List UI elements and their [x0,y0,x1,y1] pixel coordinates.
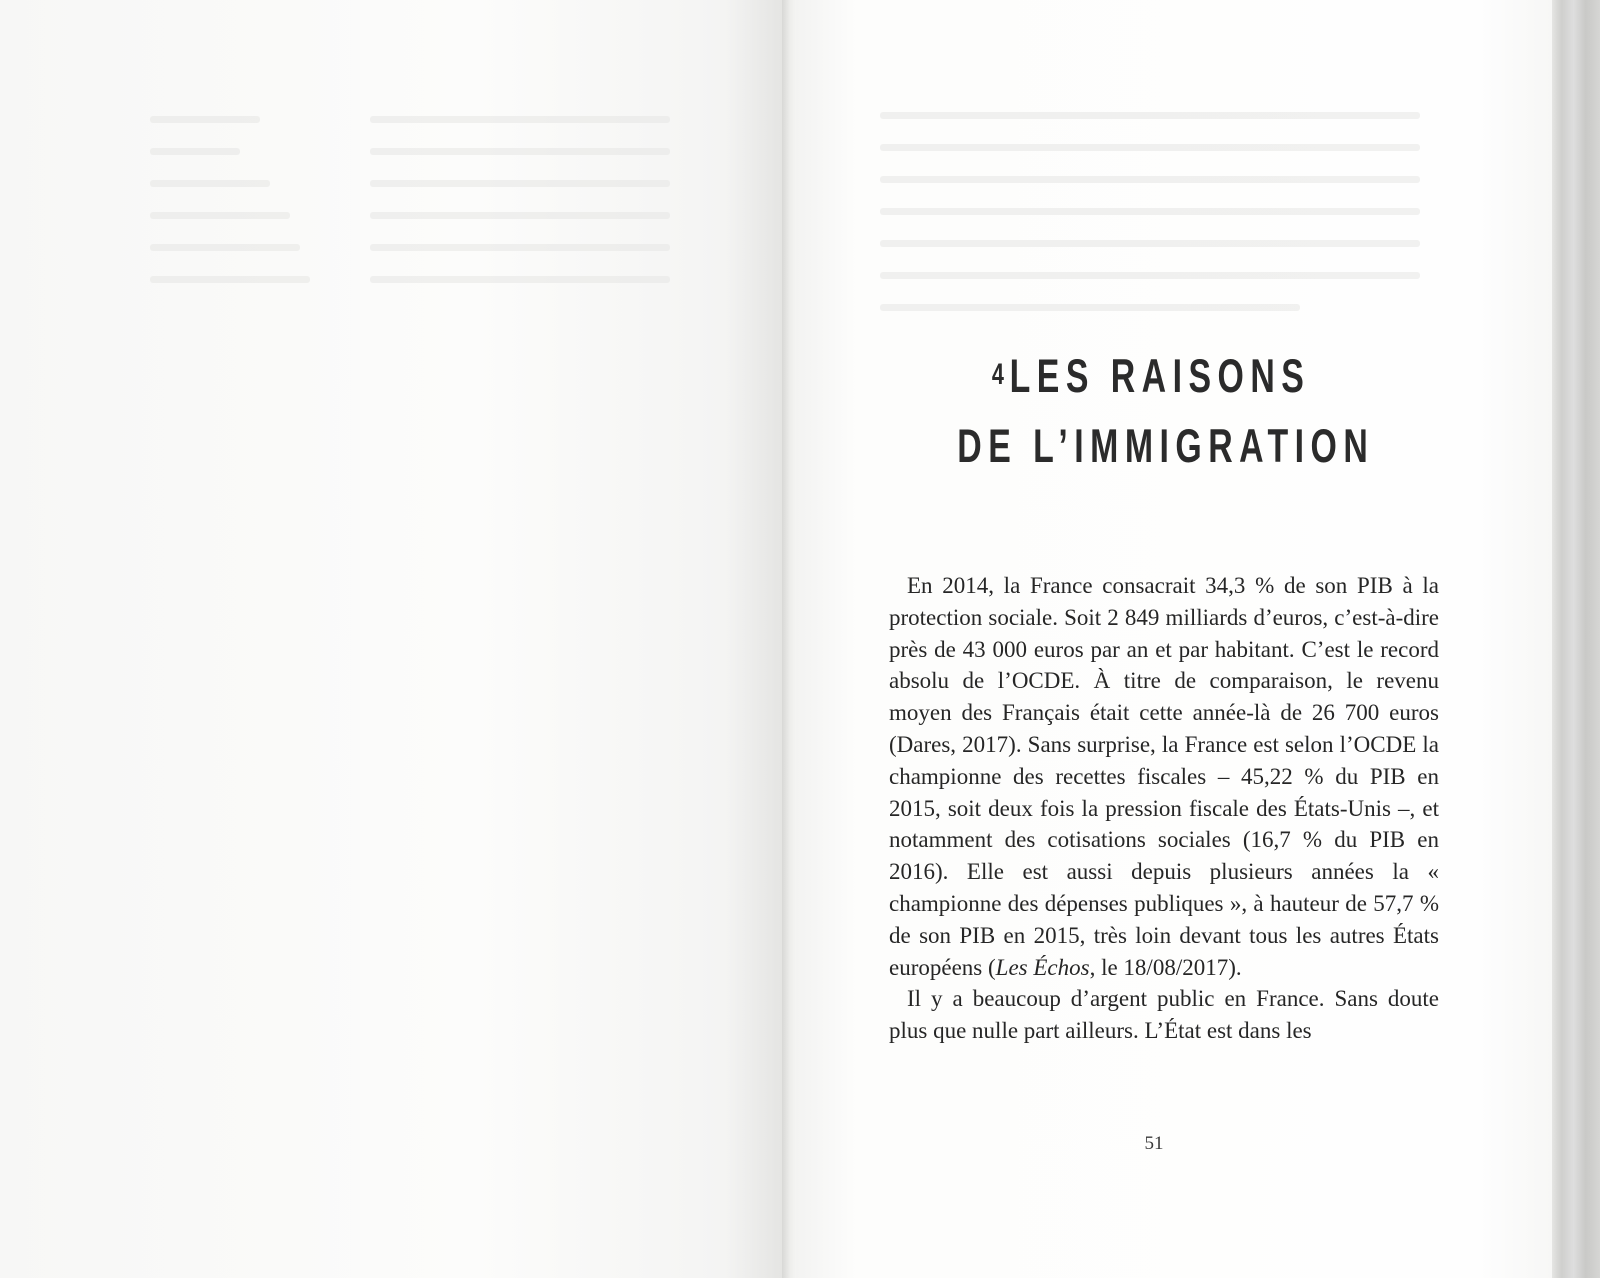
show-through-line [880,144,1420,151]
paragraph-text: En 2014, la France consacrait 34,3 % de son PIB à la protection sociale. Soit 2 849 milliards d’euros, c’est-à-dire près de 43 000 euros par an et par habitant. C’est le record absolu de l’OCDE. À titre de comparaison, le revenu moyen des Français était cette année-là de 26 700 euros (Dares, 2017). Sans surprise, la France est selon l’OCDE la championne des recettes fiscales – 45,22 % du PIB en 2015, soit deux fois la pression fiscale des États-Unis –, et notamment des cotisations sociales (16,7 % du PIB en 2016). Elle est aussi depuis plusieurs années la « championne des dépenses publiques », à hauteur de 57,7 % de son PIB en 2015, très loin devant tous les autres États européens ( [889,573,1439,980]
chapter-title-line-2: DE L’IMMIGRATION [957,419,1375,472]
show-through-line [370,116,670,123]
show-through-line [880,208,1420,215]
show-through-line [880,272,1420,279]
show-through-line [880,304,1300,311]
show-through-line [370,244,670,251]
show-through-line [880,112,1420,119]
paragraph: Il y a beaucoup d’argent public en France. Sans doute plus que nulle part ailleurs. L’État est dans les [889,986,1439,1044]
show-through-line [370,276,670,283]
source-title: Les Échos [995,954,1090,980]
show-through-line [150,180,270,187]
chapter-title-text-1: LES RAISONS [1009,349,1311,402]
chapter-number: 4 [991,358,1004,391]
page-block-edge [1552,0,1600,1278]
show-through-line [370,148,670,155]
body-text [889,570,1439,1047]
chapter-title [940,340,1500,481]
paragraph [889,570,1439,983]
show-through-line [150,244,300,251]
paragraph-text-end: , le 18/08/2017). [1089,954,1242,980]
page-number: 51 [1144,1133,1164,1154]
show-through-line [880,240,1420,247]
left-page-blank [0,0,788,1278]
show-through-line [150,212,290,219]
show-through-line [880,176,1420,183]
show-through-line [150,148,240,155]
show-through-line [150,116,260,123]
chapter-title-line-1 [940,340,1343,411]
show-through-line [370,180,670,187]
show-through-line [150,276,310,283]
show-through-line [370,212,670,219]
